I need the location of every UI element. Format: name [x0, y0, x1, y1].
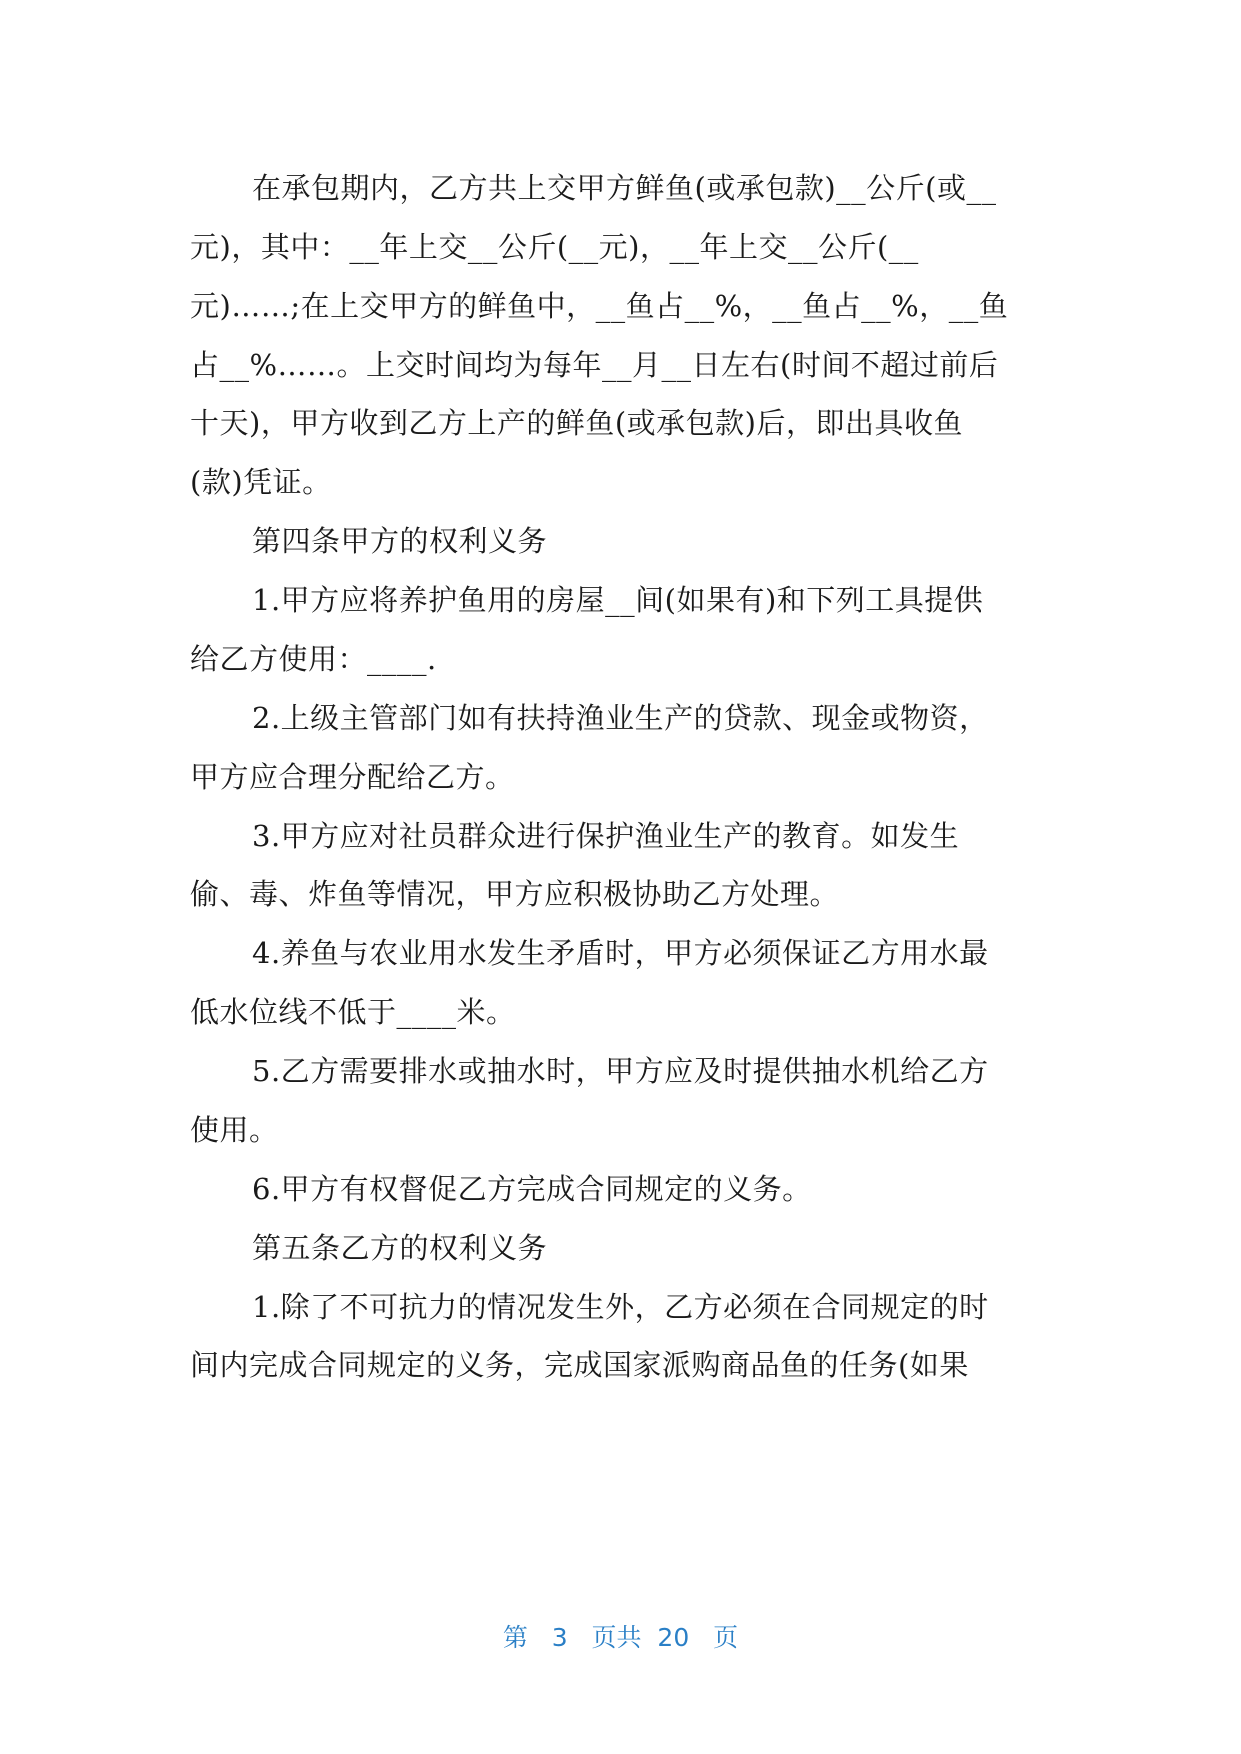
paragraph-line: 使用。: [190, 1113, 279, 1147]
total-pages-number: 20: [657, 1623, 690, 1652]
paragraph-line: 十天)，甲方收到乙方上产的鲜鱼(或承包款)后，即出具收鱼: [190, 406, 963, 440]
paragraph-line: 甲方应合理分配给乙方。: [190, 760, 515, 794]
paragraph-line: 1.甲方应将养护鱼用的房屋__间(如果有)和下列工具提供: [252, 583, 984, 617]
paragraph-line: 偷、毒、炸鱼等情况，甲方应积极协助乙方处理。: [190, 877, 840, 911]
paragraph-line: 给乙方使用：____.: [190, 642, 437, 676]
paragraph-line: 3.甲方应对社员群众进行保护渔业生产的教育。如发生: [252, 819, 960, 853]
current-page-number: 3: [551, 1623, 568, 1652]
section-heading: 第四条甲方的权利义务: [252, 524, 548, 558]
paragraph-line: 低水位线不低于____米。: [190, 995, 516, 1029]
footer-prefix: 第: [502, 1623, 528, 1652]
paragraph-line: (款)凭证。: [190, 465, 332, 499]
paragraph-line: 4.养鱼与农业用水发生矛盾时，甲方必须保证乙方用水最: [252, 936, 989, 970]
paragraph-line: 占__%……。上交时间均为每年__月__日左右(时间不超过前后: [190, 348, 999, 382]
page-footer: [0, 1618, 1241, 1654]
footer-middle: 页共: [591, 1623, 642, 1652]
paragraph-line: 间内完成合同规定的义务，完成国家派购商品鱼的任务(如果: [190, 1348, 969, 1382]
section-heading: 第五条乙方的权利义务: [252, 1231, 548, 1265]
footer-suffix: 页: [713, 1623, 739, 1652]
paragraph-line: 1.除了不可抗力的情况发生外，乙方必须在合同规定的时: [252, 1290, 989, 1324]
paragraph-line: 5.乙方需要排水或抽水时，甲方应及时提供抽水机给乙方: [252, 1054, 989, 1088]
paragraph-line: 元)……;在上交甲方的鲜鱼中，__鱼占__%，__鱼占__%，__鱼: [190, 289, 1009, 323]
paragraph-line: 在承包期内，乙方共上交甲方鲜鱼(或承包款)__公斤(或__: [252, 171, 997, 205]
paragraph-line: 2.上级主管部门如有扶持渔业生产的贷款、现金或物资，: [252, 701, 989, 735]
paragraph-line: 6.甲方有权督促乙方完成合同规定的义务。: [252, 1172, 812, 1206]
paragraph-line: 元)，其中：__年上交__公斤(__元)，__年上交__公斤(__: [190, 230, 919, 264]
